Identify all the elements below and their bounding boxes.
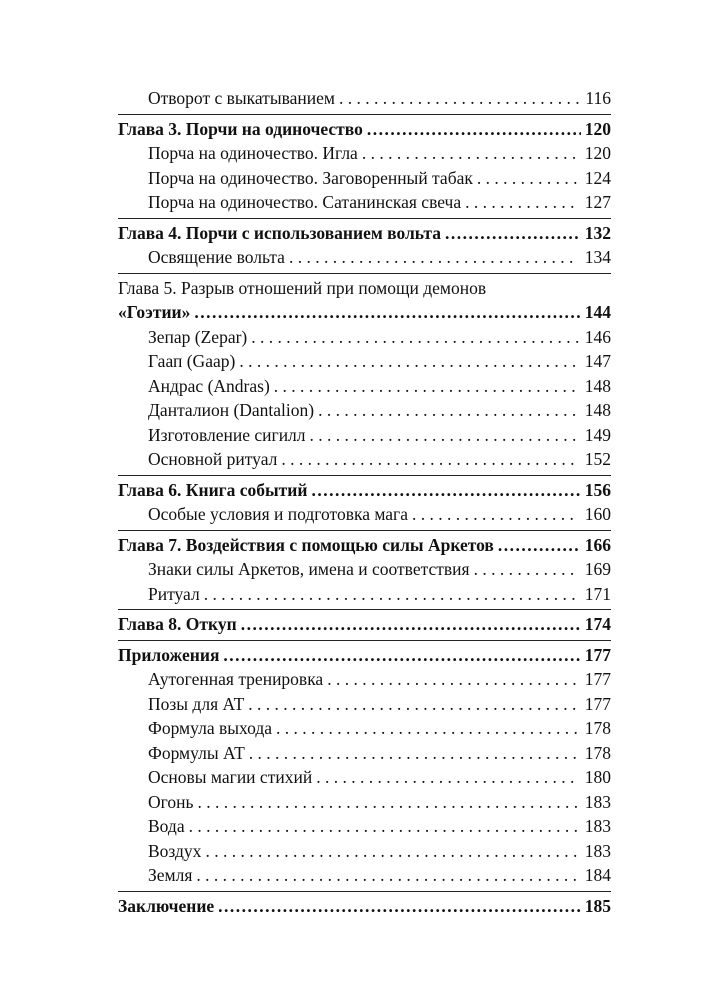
toc-entry-title: Андрас (Andras) xyxy=(148,375,270,396)
toc-entry-title: Отворот с выкатыванием xyxy=(148,88,335,108)
toc-dot-leader xyxy=(194,300,580,325)
toc-entry-title: Аутогенная тренировка xyxy=(148,669,324,689)
toc-page-number: 185 xyxy=(584,895,611,916)
toc-dot-leader xyxy=(327,667,579,692)
toc-subentry xyxy=(118,141,611,166)
toc-dot-leader xyxy=(367,117,581,142)
toc-dot-leader xyxy=(498,533,581,558)
toc-entry-title: Порча на одиночество. Сатанинская свеча xyxy=(148,192,462,212)
toc-entry-title: Позы для АТ xyxy=(148,693,245,714)
toc-dot-leader xyxy=(339,86,579,111)
toc-dot-leader xyxy=(310,423,579,448)
toc-entry-title: Приложения xyxy=(118,644,220,665)
toc-dot-leader xyxy=(241,612,581,637)
toc-entry-title: Вода xyxy=(148,816,185,836)
toc-page-number: 148 xyxy=(584,375,611,396)
toc-page-number: 183 xyxy=(584,791,611,812)
toc-page-number: 134 xyxy=(584,247,611,267)
toc-page-number: 174 xyxy=(584,614,611,634)
toc-chapter-entry xyxy=(118,640,611,668)
toc-entry-title: Порча на одиночество. Игла xyxy=(148,143,358,163)
toc-page-number: 132 xyxy=(584,222,611,243)
toc-chapter-entry xyxy=(118,273,611,301)
toc-page-number: 177 xyxy=(584,669,611,689)
toc-dot-leader xyxy=(276,716,579,741)
toc-subentry xyxy=(118,374,611,399)
toc-dot-leader xyxy=(274,374,579,399)
toc-dot-leader xyxy=(223,643,580,668)
toc-dot-leader xyxy=(362,141,579,166)
toc-entry-title: Глава 8. Откуп xyxy=(118,614,237,634)
toc-subentry xyxy=(118,839,611,864)
toc-page-number: 120 xyxy=(584,143,611,163)
toc-chapter-entry xyxy=(118,530,611,558)
toc-page-number: 183 xyxy=(584,816,611,836)
toc-subentry xyxy=(118,741,611,766)
toc-page-number: 120 xyxy=(584,118,611,139)
toc-subentry xyxy=(118,166,611,191)
toc-dot-leader xyxy=(197,790,579,815)
toc-entry-title: Заключение xyxy=(118,895,215,916)
toc-subentry xyxy=(118,190,611,215)
toc-subentry xyxy=(118,765,611,790)
toc-chapter-entry xyxy=(118,891,611,919)
toc-entry-title: Особые условия и подготовка мага xyxy=(148,504,409,524)
toc-subentry xyxy=(118,582,611,607)
toc-page-number: 144 xyxy=(584,302,611,322)
toc-dot-leader xyxy=(474,557,579,582)
toc-page-number: 177 xyxy=(584,644,611,665)
toc-subentry xyxy=(118,398,611,423)
toc-entry-title: Основы магии стихий xyxy=(148,767,313,787)
toc-subentry xyxy=(118,423,611,448)
toc-entry-title: Изготовление сигилл xyxy=(148,424,306,445)
toc-page-number: 152 xyxy=(584,449,611,469)
toc-entry-title: Глава 4. Порчи с использованием вольта xyxy=(118,222,441,243)
toc-dot-leader xyxy=(445,221,581,246)
toc-subentry xyxy=(118,349,611,374)
toc-page-number: 178 xyxy=(584,718,611,738)
toc-entry-title: Глава 6. Книга событий xyxy=(118,479,308,500)
toc-page-number: 183 xyxy=(584,840,611,861)
toc-subentry xyxy=(118,447,611,472)
toc-entry-title: Ритуал xyxy=(148,583,200,604)
toc-page-number: 184 xyxy=(584,865,611,885)
toc-subentry xyxy=(118,814,611,839)
toc-dot-leader xyxy=(196,863,579,888)
toc-page-number: 149 xyxy=(584,424,611,445)
toc-entry-title: Зепар (Zepar) xyxy=(148,326,248,347)
toc-entry-title: Глава 5. Разрыв отношений при помощи демонов xyxy=(118,277,487,298)
toc-page-number: 160 xyxy=(584,504,611,524)
toc-entry-title: Глава 3. Порчи на одиночество xyxy=(118,118,363,139)
toc-subentry xyxy=(118,692,611,717)
toc-dot-leader xyxy=(205,839,579,864)
toc-dot-leader xyxy=(477,166,579,191)
toc-entry-title: Воздух xyxy=(148,840,202,861)
toc-entry-title: «Гоэтии» xyxy=(118,302,191,322)
toc-subentry xyxy=(118,667,611,692)
toc-subentry xyxy=(118,245,611,270)
toc-page-number: 169 xyxy=(584,559,611,579)
toc-dot-leader xyxy=(189,814,579,839)
toc-page-number: 178 xyxy=(584,742,611,763)
toc-entry-title: Огонь xyxy=(148,791,194,812)
toc-dot-leader xyxy=(289,245,579,270)
toc-entry-title: Земля xyxy=(148,865,193,885)
toc-entry-title: Формула выхода xyxy=(148,718,273,738)
toc-page-number: 127 xyxy=(584,192,611,212)
toc-subentry xyxy=(118,557,611,582)
toc-entry-title: Данталион (Dantalion) xyxy=(148,400,315,420)
toc-dot-leader xyxy=(318,398,579,423)
toc-subentry xyxy=(118,863,611,888)
toc-dot-leader xyxy=(218,894,581,919)
toc-chapter-entry xyxy=(118,114,611,142)
toc-dot-leader xyxy=(311,478,580,503)
toc-subentry xyxy=(118,790,611,815)
toc-entry-title: Порча на одиночество. Заговоренный табак xyxy=(148,167,473,188)
toc-page-number: 177 xyxy=(584,693,611,714)
toc-entry-title: Формулы АТ xyxy=(148,742,245,763)
toc-dot-leader xyxy=(465,190,579,215)
toc-page-number: 124 xyxy=(584,167,611,188)
toc-page-number: 147 xyxy=(584,351,611,371)
toc-page-number: 146 xyxy=(584,326,611,347)
toc-page-number: 148 xyxy=(584,400,611,420)
toc-dot-leader xyxy=(412,502,579,527)
toc-subentry xyxy=(118,86,611,111)
toc-chapter-entry xyxy=(118,475,611,503)
toc-dot-leader xyxy=(251,325,579,350)
toc-page-number: 156 xyxy=(584,479,611,500)
toc-dot-leader xyxy=(239,349,579,374)
toc-chapter-entry xyxy=(118,609,611,637)
toc-entry-title: Гаап (Gaap) xyxy=(148,351,236,371)
toc-entry-title: Освящение вольта xyxy=(148,247,285,267)
toc-dot-leader xyxy=(204,582,579,607)
toc-chapter-entry xyxy=(118,218,611,246)
toc-page-number: 116 xyxy=(585,88,611,108)
toc-page-number: 180 xyxy=(584,767,611,787)
toc-page-number: 166 xyxy=(584,534,611,555)
toc-page-number: 171 xyxy=(584,583,611,604)
toc-subentry xyxy=(118,716,611,741)
toc-chapter-entry xyxy=(118,300,611,325)
toc-entry-title: Глава 7. Воздействия с помощью силы Аркетов xyxy=(118,534,494,555)
toc-dot-leader xyxy=(249,741,579,766)
toc-entry-title: Основной ритуал xyxy=(148,449,278,469)
toc-subentry xyxy=(118,325,611,350)
toc-dot-leader xyxy=(281,447,579,472)
toc-dot-leader xyxy=(316,765,579,790)
toc-dot-leader xyxy=(248,692,579,717)
table-of-contents xyxy=(118,86,611,918)
toc-subentry xyxy=(118,502,611,527)
toc-entry-title: Знаки силы Аркетов, имена и соответствия xyxy=(148,559,470,579)
